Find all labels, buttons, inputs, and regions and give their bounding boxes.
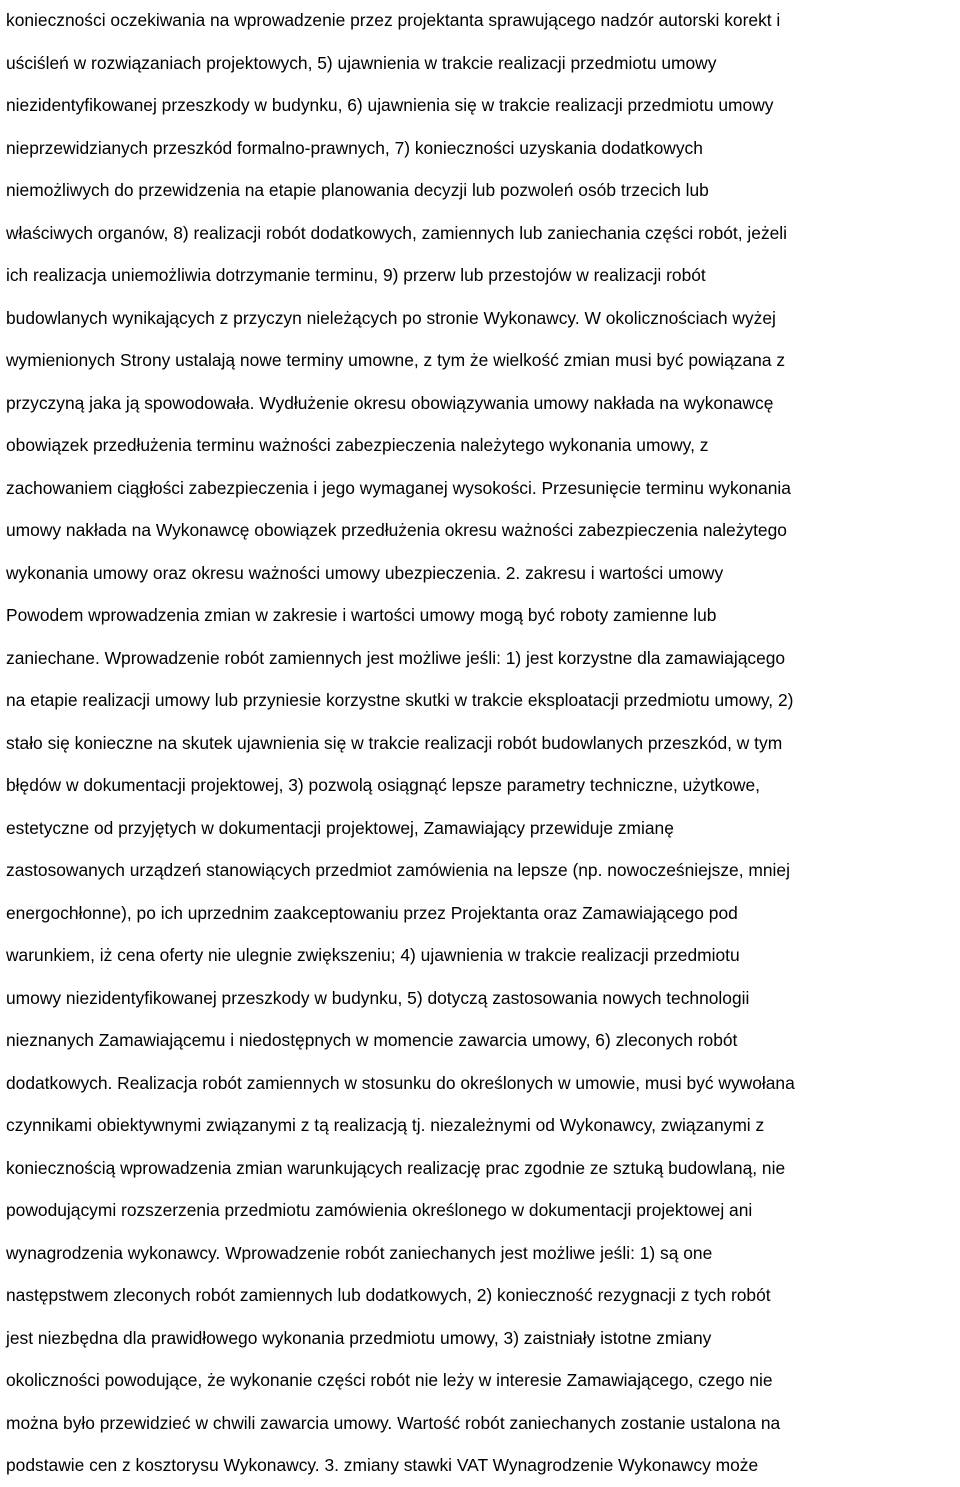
text-line: warunkiem, iż cena oferty nie ulegnie zwiększeniu; 4) ujawnienia w trakcie realizacji przedmiotu [6,945,740,965]
text-line: zastosowanych urządzeń stanowiących przedmiot zamówienia na lepsze (np. nowocześniejsze, mniej [6,860,790,880]
text-line: wynagrodzenia wykonawcy. Wprowadzenie robót zaniechanych jest możliwe jeśli: 1) są one [6,1242,713,1263]
text-line: można było przewidzieć w chwili zawarcia umowy. Wartość robót zaniechanych zostanie ustalona na [6,1412,781,1433]
text-line: Powodem wprowadzenia zmian w zakresie i wartości umowy mogą być roboty zamienne lub [6,605,717,625]
text-line: umowy niezidentyfikowanej przeszkody w budynku, 5) dotyczą zastosowania nowych technologii [6,987,750,1008]
text-line: obowiązek przedłużenia terminu ważności zabezpieczenia należytego wykonania umowy, z [6,435,709,455]
text-line: właściwych organów, 8) realizacji robót dodatkowych, zamiennych lub zaniechania części robót, jeżeli [6,222,788,243]
text-line: zachowaniem ciągłości zabezpieczenia i jego wymaganej wysokości. Przesunięcie terminu wykonania [6,477,791,498]
text-line: następstwem zleconych robót zamiennych lub dodatkowych, 2) konieczność rezygnacji z tych robót [6,1285,771,1305]
text-line: przyczyną jaka ją spowodowała. Wydłużenie okresu obowiązywania umowy nakłada na wykonawcę [6,392,774,413]
text-line: ich realizacja uniemożliwia dotrzymanie terminu, 9) przerw lub przestojów w realizacji robót [6,265,706,285]
text-line: jest niezbędna dla prawidłowego wykonania przedmiotu umowy, 3) zaistniały istotne zmiany [6,1327,712,1348]
text-line: umowy nakłada na Wykonawcę obowiązek przedłużenia okresu ważności zabezpieczenia należytego [6,520,787,540]
text-line: uściśleń w rozwiązaniach projektowych, 5) ujawnienia w trakcie realizacji przedmiotu umowy [6,52,717,73]
text-line: niemożliwych do przewidzenia na etapie planowania decyzji lub pozwoleń osób trzecich lub [6,180,709,200]
text-line: czynnikami obiektywnymi związanymi z tą realizacją tj. niezależnymi od Wykonawcy, związanymi z [6,1115,765,1135]
text-line: estetyczne od przyjętych w dokumentacji projektowej, Zamawiający przewiduje zmianę [6,817,674,838]
text-line: konieczności oczekiwania na wprowadzenie przez projektanta sprawującego nadzór autorski korekt i [6,10,781,30]
text-line: wykonania umowy oraz okresu ważności umowy ubezpieczenia. 2. zakresu i wartości umowy [6,562,724,583]
text-line: energochłonne), po ich uprzednim zaakceptowaniu przez Projektanta oraz Zamawiającego pod [6,902,738,923]
text-line: zaniechane. Wprowadzenie robót zamiennych jest możliwe jeśli: 1) jest korzystne dla zamawiającego [6,647,786,668]
text-line: powodującymi rozszerzenia przedmiotu zamówienia określonego w dokumentacji projektowej ani [6,1200,753,1220]
text-line: na etapie realizacji umowy lub przyniesie korzystne skutki w trakcie eksploatacji przedmiotu umowy, 2) [6,690,794,710]
text-line: wymienionych Strony ustalają nowe terminy umowne, z tym że wielkość zmian musi być powiązana z [6,350,786,370]
text-line: nieprzewidzianych przeszkód formalno-prawnych, 7) konieczności uzyskania dodatkowych [6,137,703,158]
text-line: błędów w dokumentacji projektowej, 3) pozwolą osiągnąć lepsze parametry techniczne, użytkowe, [6,775,760,795]
text-line: budowlanych wynikających z przyczyn nieleżących po stronie Wykonawcy. W okolicznościach wyżej [6,307,776,328]
body-text [6,0,960,1487]
text-line: podstawie cen z kosztorysu Wykonawcy. 3. zmiany stawki VAT Wynagrodzenie Wykonawcy może [6,1455,759,1475]
text-line: nieznanych Zamawiającemu i niedostępnych w momencie zawarcia umowy, 6) zleconych robót [6,1030,738,1050]
text-line: okoliczności powodujące, że wykonanie części robót nie leży w interesie Zamawiającego, czego nie [6,1370,773,1390]
text-line: stało się konieczne na skutek ujawnienia się w trakcie realizacji robót budowlanych przeszkód, w tym [6,732,783,753]
text-line: koniecznością wprowadzenia zmian warunkujących realizację prac zgodnie ze sztuką budowlaną, nie [6,1157,786,1178]
text-line: dodatkowych. Realizacja robót zamiennych w stosunku do określonych w umowie, musi być wywołana [6,1072,795,1093]
text-line: niezidentyfikowanej przeszkody w budynku, 6) ujawnienia się w trakcie realizacji przedmiotu umowy [6,95,774,115]
